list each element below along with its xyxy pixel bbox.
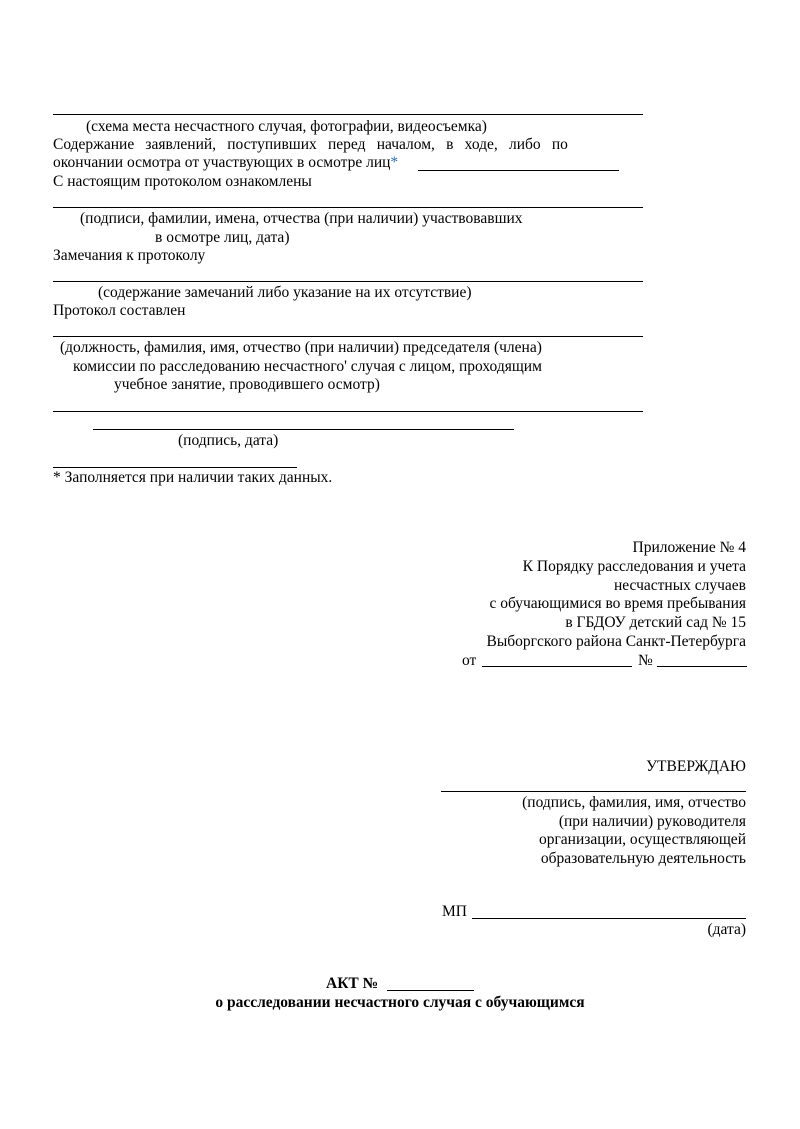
statements-line-1 xyxy=(53,136,568,154)
signatures-caption-2: в осмотре лиц, дата) xyxy=(155,229,290,246)
approval-caption-line: (подпись, фамилия, имя, отчество xyxy=(522,794,746,811)
remarks-caption: (содержание замечаний либо указание на их отсутствие) xyxy=(98,284,472,301)
appendix-number-label: № xyxy=(638,652,653,669)
extra-line[interactable] xyxy=(53,411,643,412)
statements-word: поступивших xyxy=(227,136,317,153)
approval-caption-line: организации, осуществляющей xyxy=(538,831,746,848)
signatures-line[interactable] xyxy=(53,207,643,208)
statements-text: окончании осмотра от участвующих в осмотре лиц xyxy=(53,154,391,171)
scheme-line xyxy=(53,114,643,115)
approval-caption xyxy=(522,794,746,868)
approval-date-caption: (дата) xyxy=(707,921,746,938)
acquainted-label: С настоящим протоколом ознакомлены xyxy=(53,173,312,190)
statements-word: ходе, xyxy=(464,136,498,153)
statements-word: заявлений, xyxy=(145,136,217,153)
statements-line-2 xyxy=(53,154,398,172)
approval-title: УТВЕРЖДАЮ xyxy=(646,758,746,775)
act-subtitle: о расследовании несчастного случая с обучающимся xyxy=(215,994,585,1011)
statements-fill-line[interactable] xyxy=(418,170,619,171)
act-title-text: АКТ № xyxy=(326,975,379,992)
scheme-caption: (схема места несчастного случая, фотографии, видеосъемка) xyxy=(86,118,487,135)
sign-date-caption: (подпись, дата) xyxy=(178,432,279,449)
remarks-line[interactable] xyxy=(53,281,643,282)
appendix-date-line[interactable] xyxy=(482,666,632,667)
compiler-line[interactable] xyxy=(53,336,643,337)
act-number-line[interactable] xyxy=(387,990,474,991)
appendix-line: несчастных случаев xyxy=(613,576,746,594)
appendix-line: в ГБДОУ детский сад № 15 xyxy=(565,614,746,632)
statements-word: в xyxy=(446,136,454,153)
appendix-line: Выборгского района Санкт-Петербурга xyxy=(486,632,746,650)
appendix-number-line[interactable] xyxy=(657,666,747,667)
approval-date-line[interactable] xyxy=(472,918,746,919)
appendix-line: Приложение № 4 xyxy=(632,539,746,556)
footnote: * Заполняется при наличии таких данных. xyxy=(53,469,333,486)
sign-date-line[interactable] xyxy=(93,429,514,430)
statements-word: перед xyxy=(327,136,366,153)
approval-caption-line: образовательную деятельность xyxy=(540,849,746,867)
act-title xyxy=(326,975,378,993)
footnote-divider xyxy=(53,467,297,468)
compiler-caption-3: учебное занятие, проводившего осмотр) xyxy=(114,376,380,393)
approval-sign-line[interactable] xyxy=(441,791,746,792)
statements-word: либо xyxy=(508,136,541,153)
statements-word: Содержание xyxy=(53,136,135,153)
signatures-caption-1: (подписи, фамилии, имена, отчества (при наличии) участвовавших xyxy=(80,210,523,227)
compiler-caption-2: комиссии по расследованию несчастного' случая с лицом, проходящим xyxy=(73,358,542,375)
asterisk-mark: * xyxy=(390,154,399,171)
appendix-line: с обучающимися во время пребывания xyxy=(489,595,746,613)
statements-word: началом, xyxy=(376,136,435,153)
statements-word: по xyxy=(551,136,568,153)
appendix-from-label: от xyxy=(462,652,477,669)
appendix-line: К Порядку расследования и учета xyxy=(522,557,746,575)
appendix-header xyxy=(487,539,746,652)
compiled-label: Протокол составлен xyxy=(53,302,186,319)
stamp-label: МП xyxy=(442,903,467,920)
compiler-caption-1: (должность, фамилия, имя, отчество (при наличии) председателя (члена) xyxy=(60,339,542,356)
remarks-label: Замечания к протоколу xyxy=(53,247,206,264)
approval-caption-line: (при наличии) руководителя xyxy=(558,812,746,830)
